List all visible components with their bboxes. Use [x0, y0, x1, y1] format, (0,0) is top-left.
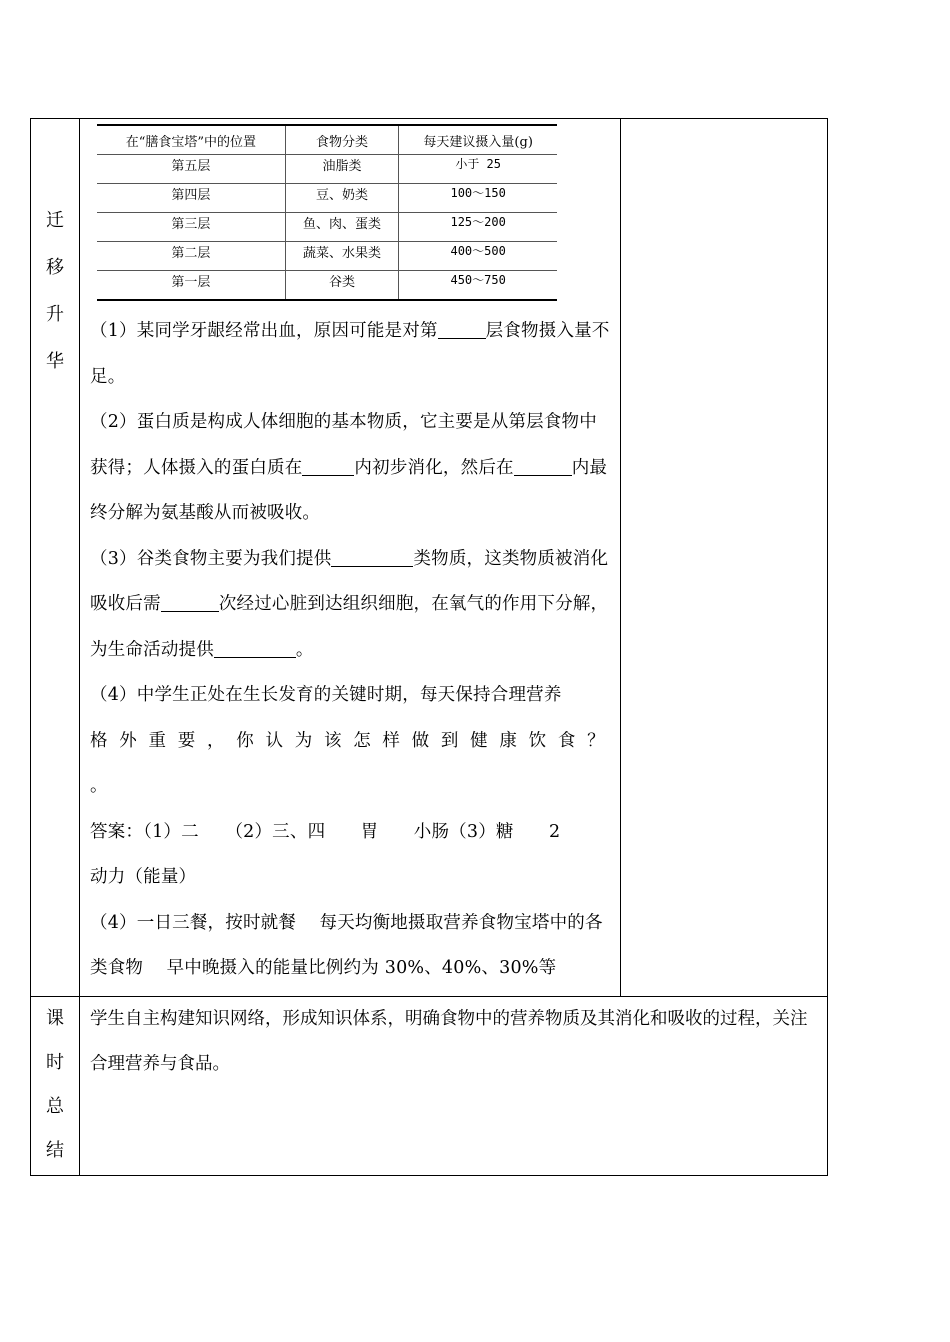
question-1 — [90, 309, 612, 400]
question-4-line2: 格外重要，你认为该怎样做到健康饮食？ — [90, 730, 612, 751]
section-label-summary — [31, 996, 80, 1175]
question-text: 次经过心脏到达组织细胞，在氧气的作用下分解，为生命活动提供 — [90, 594, 609, 660]
cell-layer: 第三层 — [97, 213, 285, 242]
summary-row — [31, 996, 828, 1175]
food-pyramid-table — [97, 124, 557, 301]
header-amount: 每天建议摄入量(g) — [423, 134, 533, 150]
cell-amount: 450～750 — [450, 273, 506, 287]
cell-amount: 400～500 — [450, 244, 506, 258]
table-header-row — [97, 125, 557, 155]
label-char: 迁 — [46, 210, 64, 231]
answer-blank[interactable] — [161, 594, 219, 613]
summary-text: 学生自主构建知识网络，形成知识体系，明确食物中的营养物质及其消化和吸收的过程，关注合理营养与食品。 — [90, 1008, 808, 1074]
answer-blank[interactable] — [331, 548, 413, 567]
answer-line-3: （4）一日三餐，按时就餐 每天均衡地摄取营养食物宝塔中的各类食物 早中晚摄入的能量比例约为 30%、40%、30%等 — [90, 912, 603, 978]
cell-category: 谷类 — [285, 271, 399, 301]
question-text: 。 — [295, 639, 314, 660]
question-3 — [90, 537, 612, 674]
answer-blank[interactable] — [438, 321, 486, 340]
question-text: （1）某同学牙龈经常出血，原因可能是对第 — [90, 321, 438, 341]
label-char: 移 — [46, 257, 64, 278]
cell-layer: 第一层 — [97, 271, 285, 301]
table-row — [97, 213, 557, 242]
question-text: （4）中学生正处在生长发育的关键时期，每天保持合理营养 — [90, 685, 562, 705]
answer-blank[interactable] — [214, 639, 296, 658]
question-2 — [90, 400, 612, 537]
cell-layer: 第四层 — [97, 184, 285, 213]
cell-category: 鱼、肉、蛋类 — [285, 213, 399, 242]
label-char: 升 — [46, 304, 64, 325]
question-text: （2）蛋白质是构成人体细胞的基本物质，它主要是从第层食物中获得；人体摄入的蛋白质在 — [90, 412, 597, 478]
lesson-table — [30, 118, 828, 1176]
table-row — [97, 155, 557, 184]
cell-layer: 第五层 — [97, 155, 285, 184]
cell-amount: 125～200 — [450, 215, 506, 229]
answer-blank[interactable] — [514, 457, 572, 476]
cell-category: 豆、奶类 — [285, 184, 399, 213]
table-row — [97, 271, 557, 301]
label-char: 结 — [46, 1139, 64, 1161]
question-4 — [90, 673, 612, 719]
section-label-transfer — [31, 119, 80, 997]
label-char: 总 — [46, 1095, 64, 1117]
question-text: 内最终分解为氨基酸从而被吸收。 — [90, 457, 608, 523]
transfer-row — [31, 119, 828, 997]
question-4-end: 。 — [90, 776, 108, 796]
header-position: 在“膳食宝塔”中的位置 — [97, 125, 285, 155]
cell-amount: 100～150 — [450, 186, 506, 200]
cell-amount: 小于 25 — [455, 157, 501, 171]
question-text: 内初步消化，然后在 — [354, 457, 514, 478]
table-row — [97, 242, 557, 271]
question-text: 类物质，这类物质被消化吸收后需 — [90, 548, 609, 614]
label-char: 时 — [46, 1051, 64, 1073]
answer-line-1: 答案：（1）二 （2）三、四 胃 小肠（3）糖 2 — [90, 821, 561, 842]
question-text: （3）谷类食物主要为我们提供 — [90, 548, 332, 569]
header-category: 食物分类 — [285, 125, 399, 155]
table-row — [97, 184, 557, 213]
label-char: 课 — [46, 1007, 64, 1029]
notes-column — [620, 119, 827, 997]
question-text: 层食物摄入量不足。 — [90, 321, 610, 387]
cell-category: 油脂类 — [285, 155, 399, 184]
label-char: 华 — [46, 351, 64, 372]
cell-layer: 第二层 — [97, 242, 285, 271]
exercise-content — [80, 119, 621, 997]
cell-category: 蔬菜、水果类 — [285, 242, 399, 271]
answer-line-2: 动力（能量） — [90, 867, 197, 887]
summary-content — [80, 996, 828, 1175]
answer-blank[interactable] — [302, 457, 354, 476]
